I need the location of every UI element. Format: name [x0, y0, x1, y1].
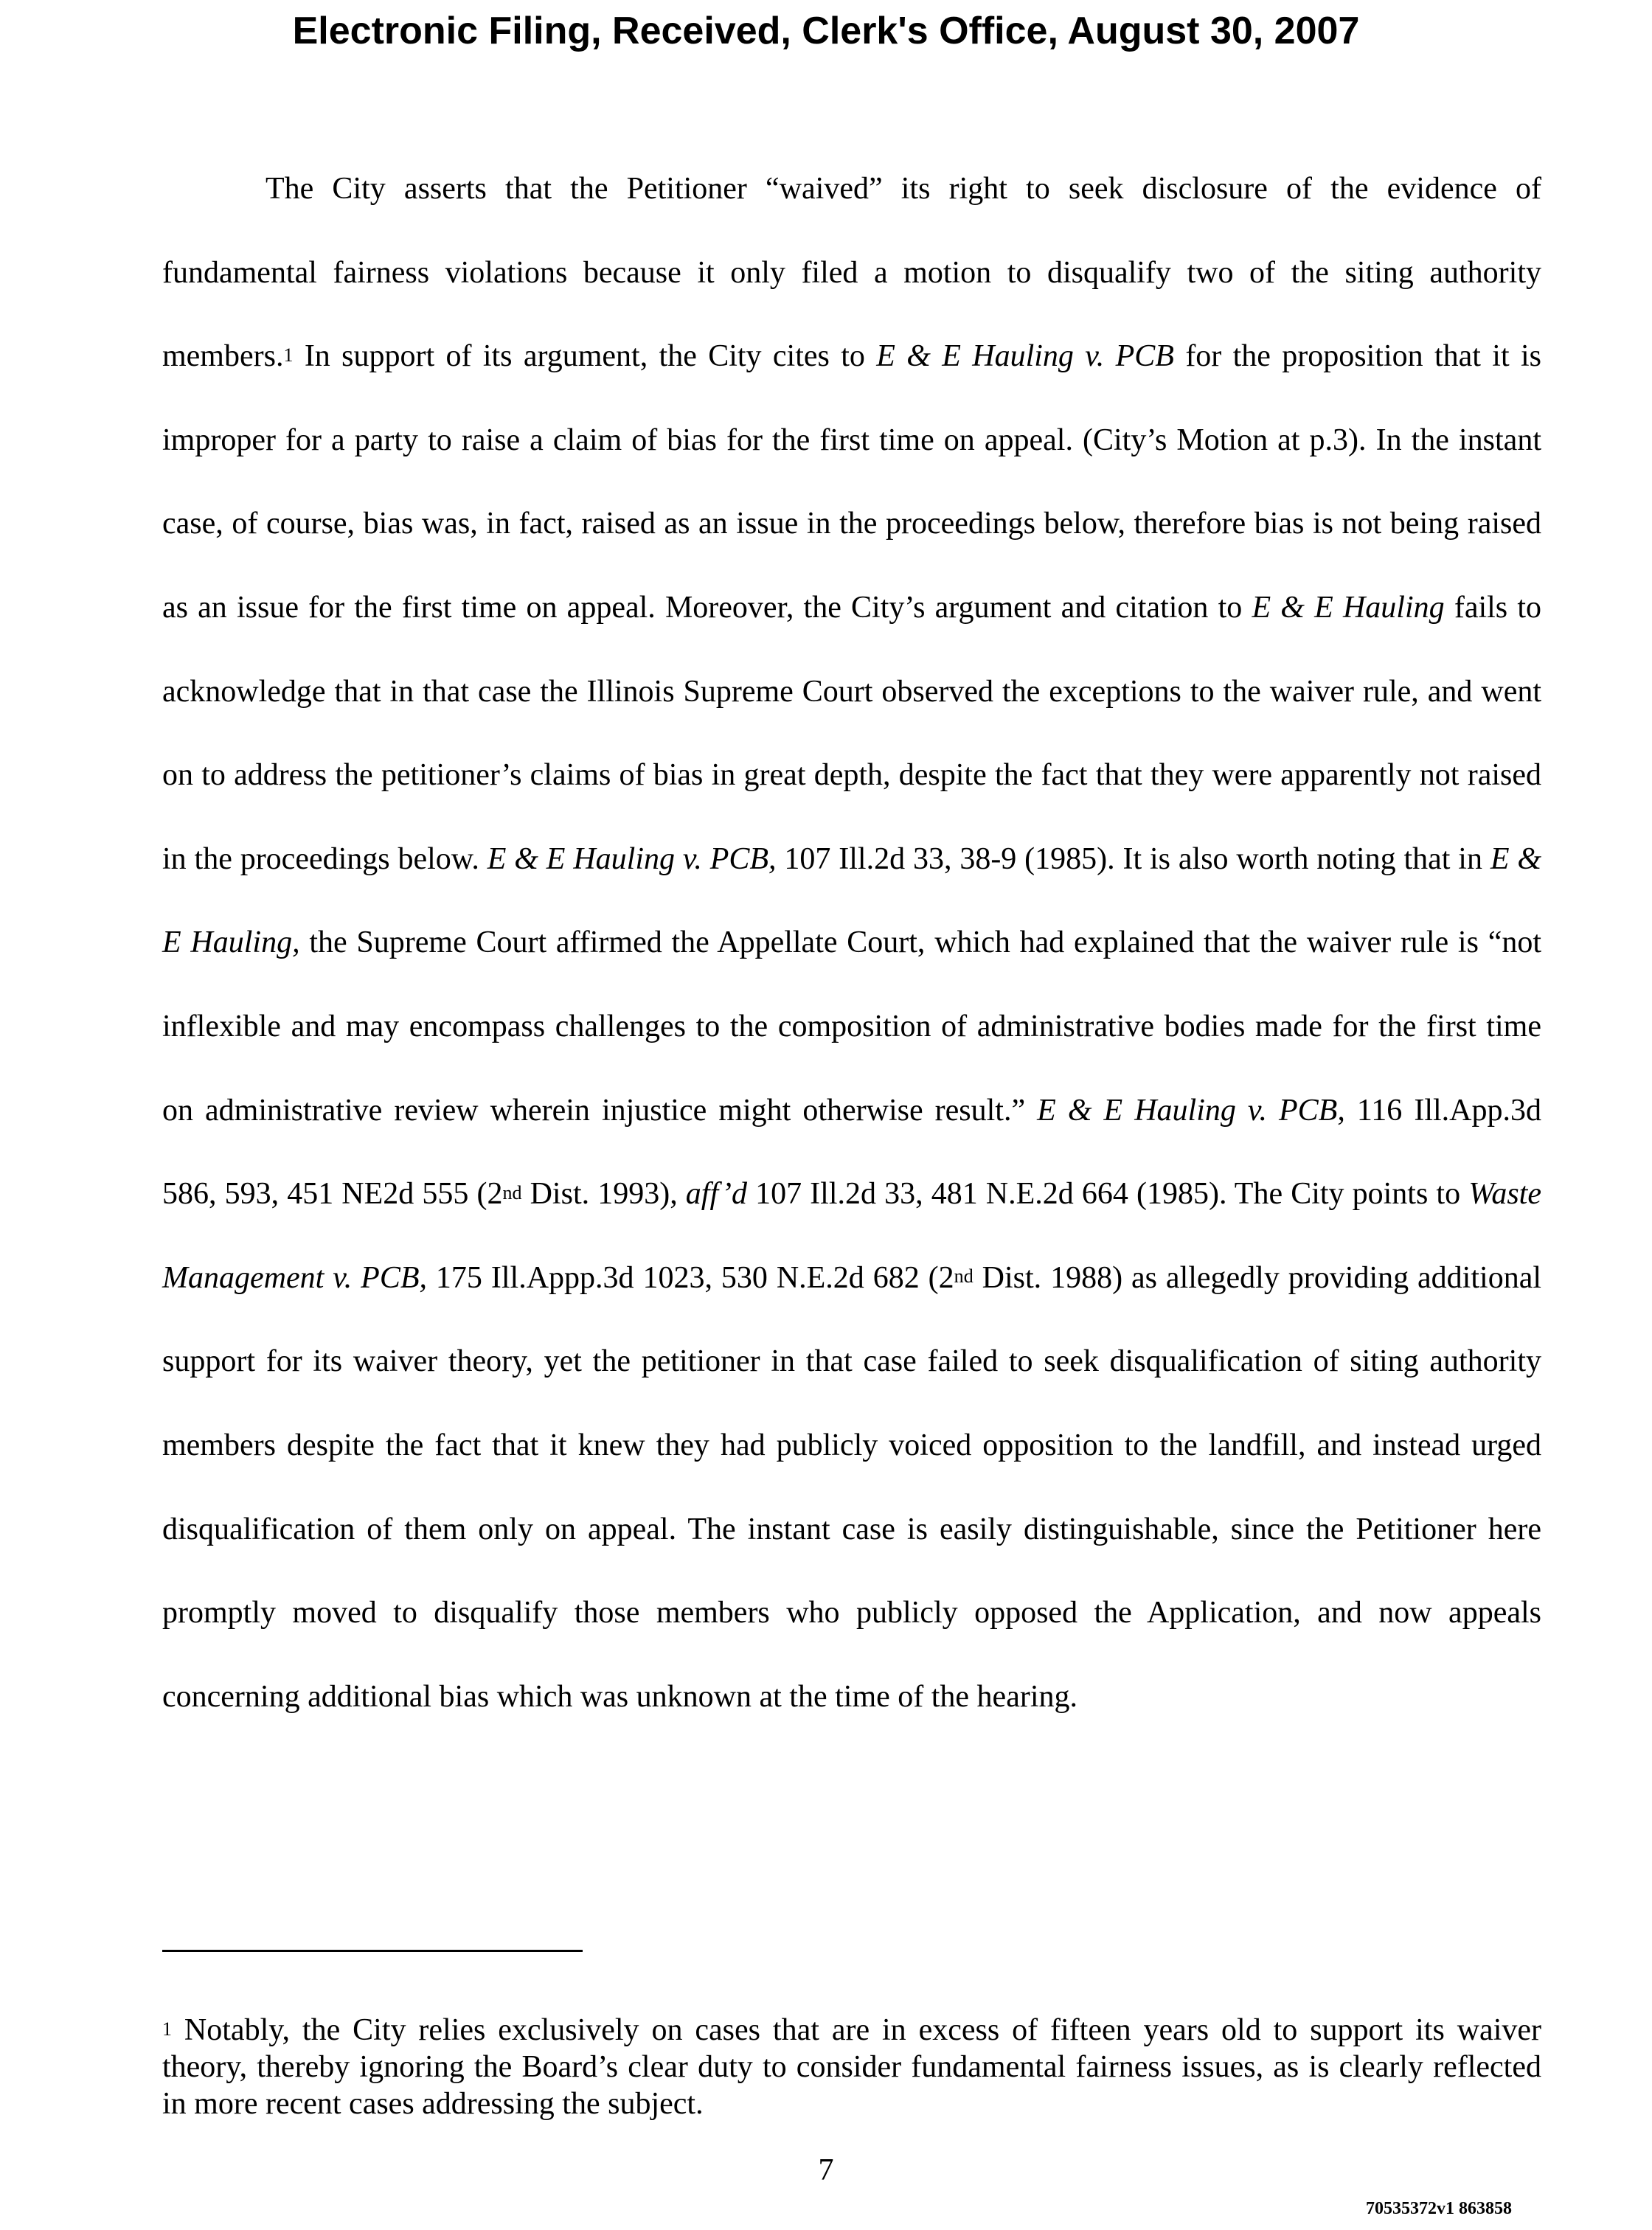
case-citation: E & E Hauling v. PCB,: [1037, 1093, 1345, 1128]
body-text-run: Dist. 1993),: [521, 1177, 686, 1212]
page-number: 7: [818, 2153, 834, 2187]
case-citation: E & E Hauling v. PCB,: [487, 841, 777, 876]
footnote-reference: 1: [283, 344, 294, 366]
body-text-run: the Supreme Court affirmed the Appellate Court, which had explained that the waiver rule is “not inflexible and may encompass challenges to the composition of administrative bodies made for the first time on administrative review wherein injustice might otherwise result.”: [162, 925, 1542, 1128]
body-text-run: 107 Ill.2d 33, 481 N.E.2d 664 (1985). The City points to: [746, 1177, 1469, 1212]
footnote-text: Notably, the City relies exclusively on cases that are in excess of fifteen years old to support its waiver theory, thereby ignoring the Board’s clear duty to consider fundamental fairness issues, as is clearly reflected in more recent cases addressing the subject.: [162, 2013, 1541, 2121]
ordinal-superscript: nd: [954, 1265, 974, 1288]
body-text-run: fails to acknowledge that in that case the Illinois Supreme Court observed the exceptions to the waiver rule, and went on to address the petitioner’s claims of bias in great depth, despite the fact that they were apparently not raised in the proceedings below.: [162, 590, 1542, 876]
case-citation: Waste Management v. PCB,: [162, 1177, 1541, 1295]
footnote: [162, 2012, 1541, 2122]
case-citation: E & E Hauling,: [162, 841, 1541, 960]
body-text-run: Dist. 1988) as allegedly providing additional support for its waiver theory, yet the petitioner in that case failed to seek disqualification of siting authority members despite the fact that it knew they had publicly voiced opposition to the landfill, and instead urged disqualification of them only on appeal. The instant case is easily distinguishable, since the Petitioner here promptly moved to disqualify those members who publicly opposed the Application, and now appeals concerning additional bias which was unknown at the time of the hearing.: [162, 1260, 1542, 1714]
body-text-run: for the proposition that it is improper for a party to raise a claim of bias for the first time on appeal. (City’s Motion at p.3). In the instant case, of course, bias was, in fact, raised as an issue in the proceedings below, therefore bias is not being raised as an issue for the first time on appeal. Moreover, the City’s argument and citation to: [162, 339, 1541, 625]
body-text-run: 116 Ill.App.3d 586, 593, 451 NE2d 555 (2: [162, 1093, 1541, 1212]
body-text-run: In support of its argument, the City cites to: [293, 339, 877, 374]
body-text-run: 175 Ill.Appp.3d 1023, 530 N.E.2d 682 (2: [427, 1260, 954, 1295]
body-paragraph: [162, 147, 1541, 1739]
document-id: 70535372v1 863858: [1366, 2199, 1512, 2218]
filing-stamp-header: Electronic Filing, Received, Clerk's Office, August 30, 2007: [292, 10, 1360, 52]
footnote-separator: [162, 1950, 583, 1952]
case-citation: aff’d: [685, 1177, 747, 1212]
footnote-marker: 1: [162, 2018, 173, 2040]
ordinal-superscript: nd: [502, 1181, 522, 1203]
case-citation: E & E Hauling v. PCB: [876, 339, 1174, 374]
body-text-run: 107 Ill.2d 33, 38-9 (1985). It is also worth noting that in: [776, 841, 1490, 876]
body-text-run: The City asserts that the Petitioner “waived” its right to seek disclosure of the evidence of fundamental fairness violations because it only filed a motion to disqualify two of the siting authority members.: [162, 172, 1541, 374]
case-citation: E & E Hauling: [1252, 590, 1445, 625]
